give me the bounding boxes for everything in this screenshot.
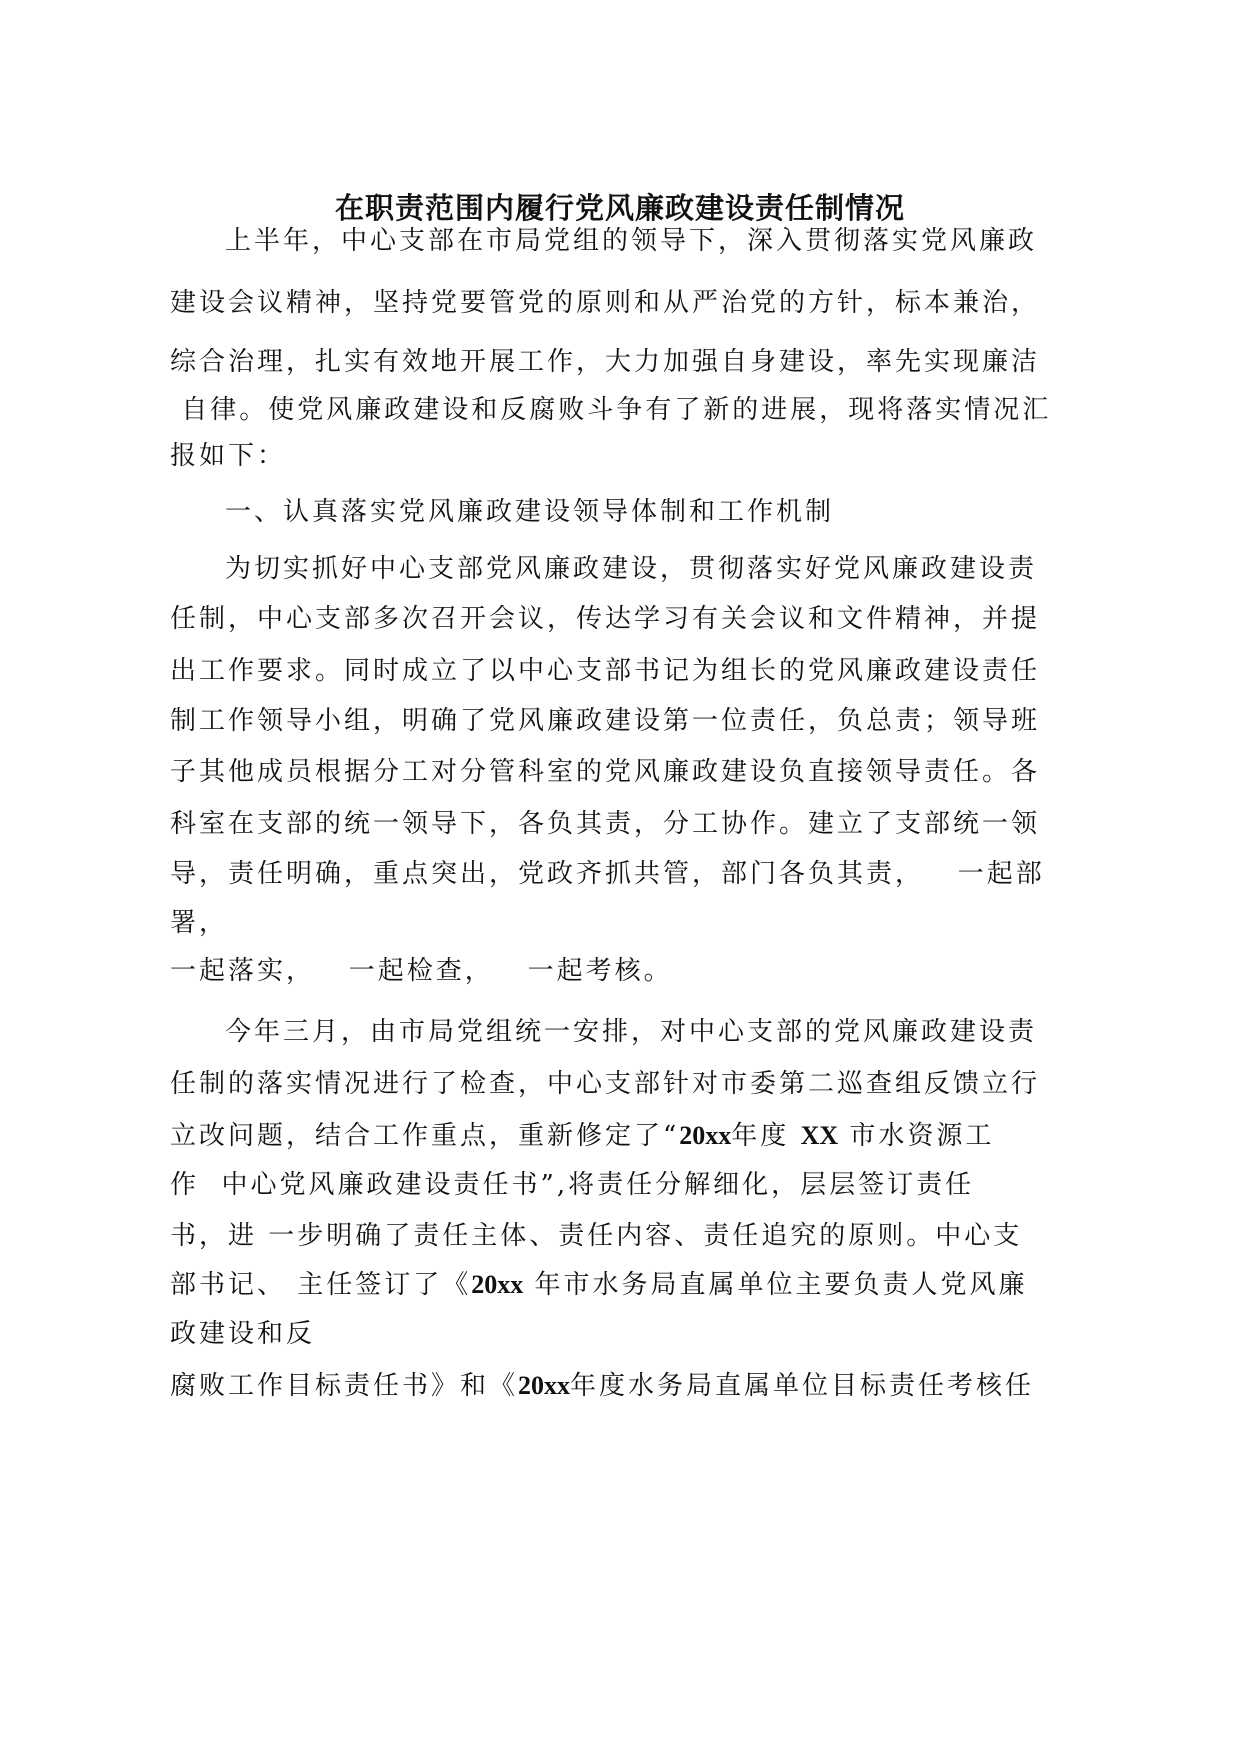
paragraph-line: 任制，中心支部多次召开会议，传达学习有关会议和文件精神，并提: [170, 604, 1041, 634]
paragraph-line: 子其他成员根据分工对分管科室的党风廉政建设负直接领导责任。各: [170, 757, 1041, 787]
line-segment: 部书记、 主任签订了《: [170, 1270, 472, 1300]
paragraph-line: 署，: [170, 908, 229, 938]
paragraph-line: 为切实抓好中心支部党风廉政建设，贯彻落实好党风廉政建设责: [225, 554, 1038, 584]
paragraph-line: [170, 1272, 1028, 1298]
paragraph-line: 导，责任明确，重点突出，党政齐抓共管，部门各负其责， 一起部: [170, 859, 1045, 889]
year-number: 20xx: [471, 1270, 524, 1299]
paragraph-line: 科室在支部的统一领导下，各负其责，分工协作。建立了支部统一领: [170, 809, 1041, 839]
line-segment: 市水资源工: [849, 1121, 995, 1151]
line-segment: 立改问题，结合工作重点，重新修定了“: [170, 1121, 680, 1151]
paragraph-line: 政建设和反: [170, 1319, 316, 1349]
section-heading: 一、认真落实党风廉政建设领导体制和工作机制: [225, 497, 835, 527]
paragraph-line: 一起落实， 一起检查， 一起考核。: [170, 956, 673, 986]
paragraph-line: 书，进 一步明确了责任主体、责任内容、责任追究的原则。中心支: [170, 1221, 1023, 1251]
city-placeholder: XX: [800, 1121, 839, 1150]
paragraph-line: [170, 1123, 994, 1149]
year-number: 20xx: [679, 1121, 732, 1150]
paragraph-line: 出工作要求。同时成立了以中心支部书记为组长的党风廉政建设责任: [170, 656, 1041, 686]
paragraph-line: 综合治理，扎实有效地开展工作，大力加强自身建设，率先实现廉洁: [170, 347, 1041, 377]
line-segment: 年度: [731, 1121, 790, 1151]
line-segment: 年市水务局直属单位主要负责人党风廉: [523, 1270, 1028, 1300]
paragraph-line: [170, 1373, 1034, 1399]
line-segment: 腐败工作目标责任书》和《: [170, 1371, 519, 1401]
paragraph-line: 今年三月，由市局党组统一安排，对中心支部的党风廉政建设责: [225, 1017, 1038, 1047]
paragraph-line: 报如下：: [170, 441, 287, 471]
paragraph-line: 自律。使党风廉政建设和反腐败斗争有了新的进展，现将落实情况汇: [170, 395, 1052, 425]
paragraph-line: 建设会议精神，坚持党要管党的原则和从严治党的方针，标本兼治，: [170, 288, 1041, 318]
paragraph-line: 上半年，中心支部在市局党组的领导下，深入贯彻落实党风廉政: [225, 226, 1038, 256]
paragraph-line: 制工作领导小组，明确了党风廉政建设第一位责任，负总责；领导班: [170, 706, 1041, 736]
line-segment: 年度水务局直属单位目标责任考核任: [570, 1371, 1035, 1401]
paragraph-line: 任制的落实情况进行了检查，中心支部针对市委第二巡查组反馈立行: [170, 1069, 1041, 1099]
page-title: 在职责范围内履行党风廉政建设责任制情况: [334, 191, 905, 225]
year-number: 20xx: [518, 1371, 571, 1400]
paragraph-line: 作 中心党风廉政建设责任书”,将责任分解细化，层层签订责任: [170, 1170, 975, 1200]
